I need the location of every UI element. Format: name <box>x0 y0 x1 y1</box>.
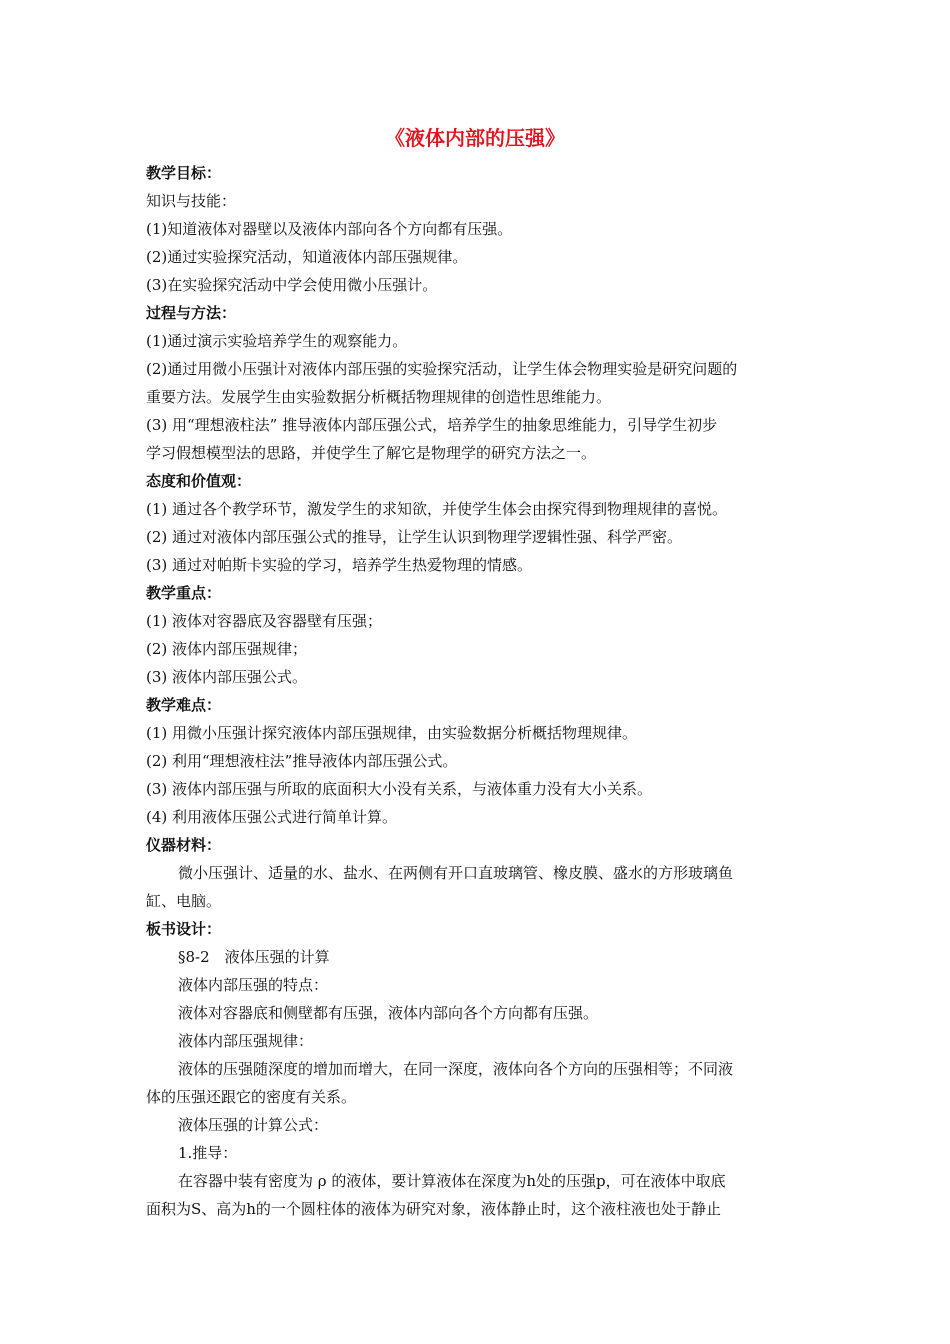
text-line: §8-2 液体压强的计算 <box>178 948 330 966</box>
text-line: 液体内部压强的特点： <box>178 976 329 994</box>
text-line: 面积为S、高为h的一个圆柱体的液体为研究对象，液体静止时，这个液柱液也处于静止 <box>146 1200 721 1218</box>
text-line: (1) 用微小压强计探究液体内部压强规律，由实验数据分析概括物理规律。 <box>146 724 638 742</box>
text-line: (3)在实验探究活动中学会使用微小压强计。 <box>146 276 438 294</box>
text-line: (2)通过用微小压强计对液体内部压强的实验探究活动，让学生体会物理实验是研究问题的 <box>146 360 738 378</box>
text-line: (1)知道液体对器壁以及液体内部向各个方向都有压强。 <box>146 220 513 238</box>
text-line: (3) 液体内部压强公式。 <box>146 668 308 686</box>
section-heading: 仪器材料： <box>146 836 222 854</box>
text-line: 在容器中装有密度为 ρ 的液体，要计算液体在深度为h处的压强p，可在液体中取底 <box>178 1172 726 1190</box>
section-heading: 板书设计： <box>146 920 222 938</box>
text-line: 液体压强的计算公式： <box>178 1116 329 1134</box>
text-line: (2)通过实验探究活动，知道液体内部压强规律。 <box>146 248 468 266</box>
section-heading: 教学重点： <box>146 584 222 602</box>
text-line: 液体对容器底和侧壁都有压强，液体内部向各个方向都有压强。 <box>178 1004 599 1022</box>
text-line: (2) 通过对液体内部压强公式的推导，让学生认识到物理学逻辑性强、科学严密。 <box>146 528 683 546</box>
section-heading: 过程与方法： <box>146 304 237 322</box>
text-line: 1.推导： <box>178 1144 238 1162</box>
text-line: (3) 液体内部压强与所取的底面积大小没有关系，与液体重力没有大小关系。 <box>146 780 653 798</box>
text-line: 知识与技能： <box>146 192 237 210</box>
text-line: (1)通过演示实验培养学生的观察能力。 <box>146 332 408 350</box>
text-line: (2) 液体内部压强规律； <box>146 640 308 658</box>
document-title: 《液体内部的压强》 <box>385 126 565 150</box>
text-line: (2) 利用“理想液柱法”推导液体内部压强公式。 <box>146 752 458 770</box>
section-heading: 教学难点： <box>146 696 222 714</box>
text-line: 重要方法。发展学生由实验数据分析概括物理规律的创造性思维能力。 <box>146 388 612 406</box>
text-line: 液体的压强随深度的增加而增大，在同一深度，液体向各个方向的压强相等；不同液 <box>178 1060 734 1078</box>
text-line: 学习假想模型法的思路，并使学生了解它是物理学的研究方法之一。 <box>146 444 597 462</box>
text-line: (3) 通过对帕斯卡实验的学习，培养学生热爱物理的情感。 <box>146 556 533 574</box>
text-line: 缸、电脑。 <box>146 892 222 910</box>
section-heading: 态度和价值观： <box>146 472 252 490</box>
section-heading: 教学目标： <box>146 164 222 182</box>
text-line: (3) 用“理想液柱法” 推导液体内部压强公式，培养学生的抽象思维能力，引导学生初步 <box>146 416 718 434</box>
text-line: (1) 通过各个教学环节，激发学生的求知欲，并使学生体会由探究得到物理规律的喜悦。 <box>146 500 728 518</box>
text-line: 微小压强计、适量的水、盐水、在两侧有开口直玻璃管、橡皮膜、盛水的方形玻璃鱼 <box>178 864 734 882</box>
text-line: (4) 利用液体压强公式进行简单计算。 <box>146 808 398 826</box>
text-line: (1) 液体对容器底及容器壁有压强； <box>146 612 383 630</box>
text-line: 体的压强还跟它的密度有关系。 <box>146 1088 357 1106</box>
text-line: 液体内部压强规律： <box>178 1032 314 1050</box>
